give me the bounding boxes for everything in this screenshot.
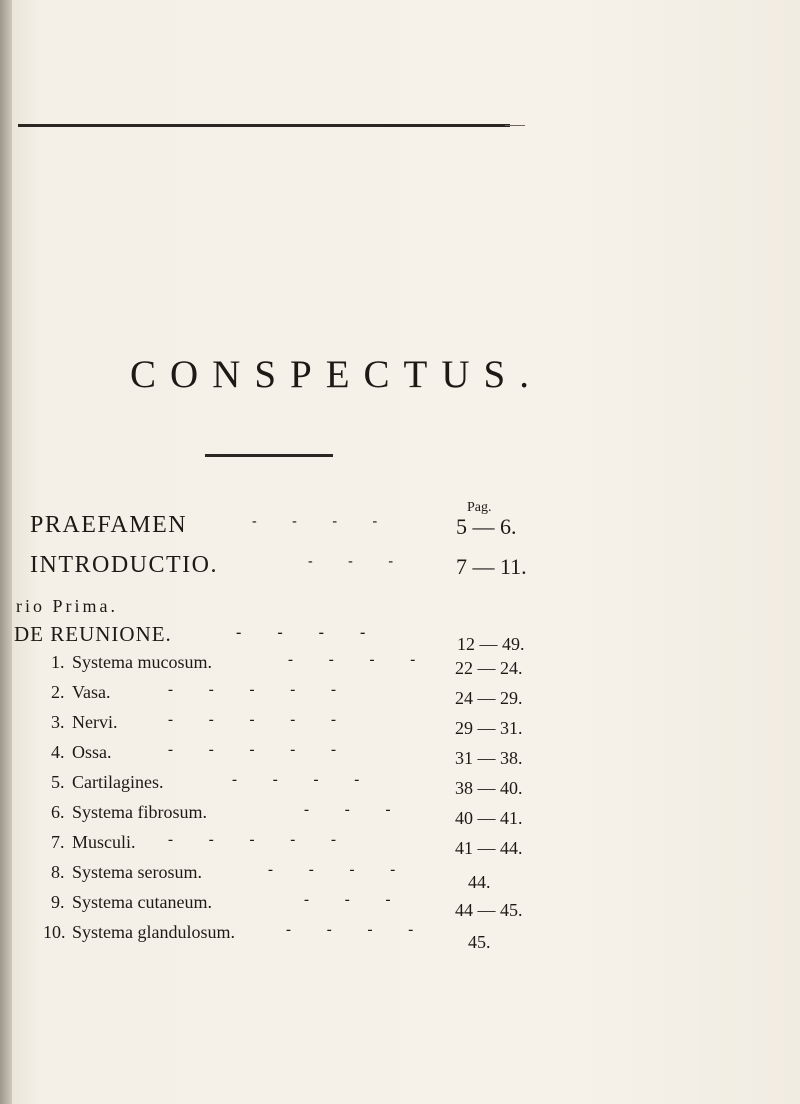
entry-number: 6. <box>51 802 65 822</box>
leader-dots: - - - <box>304 802 407 818</box>
toc-subentry <box>0 922 800 956</box>
entry-label: Vasa. <box>72 682 111 702</box>
entry-pages: 41 — 44. <box>455 838 523 858</box>
top-rule-tail <box>505 125 525 126</box>
toc-entry-praefamen <box>0 512 800 546</box>
entry-pages: 44. <box>468 872 491 892</box>
toc-subentry <box>0 682 800 716</box>
leader-dots: - - - - - <box>168 712 352 728</box>
entry-pages: 7 — 11. <box>456 554 527 579</box>
leader-dots: - - - - <box>232 772 376 788</box>
leader-dots: - - - - <box>288 652 432 668</box>
entry-number: 4. <box>51 742 65 762</box>
toc-entry-introductio <box>0 552 800 586</box>
leader-dots: - - - - <box>268 862 412 878</box>
entry-pages: 29 — 31. <box>455 718 523 738</box>
leader-dots: - - - - <box>286 922 430 938</box>
entry-number: 2. <box>51 682 65 702</box>
entry-label: Ossa. <box>72 742 112 762</box>
toc-subentry <box>0 862 800 896</box>
entry-number: 5. <box>51 772 65 792</box>
entry-label: Cartilagines. <box>72 772 164 792</box>
toc-subentry <box>0 772 800 806</box>
entry-label: PRAEFAMEN <box>30 512 188 538</box>
leader-dots: - - - <box>308 554 409 569</box>
entry-number: 8. <box>51 862 65 882</box>
leader-dots: - - - - <box>252 514 394 529</box>
entry-pages: 45. <box>468 932 491 952</box>
entry-label: Systema cutaneum. <box>72 892 212 912</box>
entry-label: Systema fibrosum. <box>72 802 207 822</box>
leader-dots: - - - - - <box>168 682 352 698</box>
leader-dots: - - - <box>304 892 407 908</box>
entry-pages: 5 — 6. <box>456 514 517 539</box>
entry-number: 9. <box>51 892 65 912</box>
entry-number: 10. <box>43 922 66 942</box>
entry-pages: 44 — 45. <box>455 900 523 920</box>
page-title: CONSPECTUS. <box>130 353 543 396</box>
leader-dots: - - - - - <box>168 742 352 758</box>
entry-label: DE REUNIONE. <box>14 622 172 646</box>
entry-number: 3. <box>51 712 65 732</box>
entry-number: 7. <box>51 832 65 852</box>
entry-label: Systema mucosum. <box>72 652 212 672</box>
toc-subentry <box>0 652 800 686</box>
toc-entry-reunione <box>0 622 800 656</box>
leader-dots: - - - - - <box>168 832 352 848</box>
toc-subentry <box>0 832 800 866</box>
page-column-label: Pag. <box>467 500 492 515</box>
title-rule <box>205 454 333 457</box>
toc-subentry <box>0 892 800 926</box>
top-rule <box>18 124 510 127</box>
entry-pages: 40 — 41. <box>455 808 523 828</box>
entry-number: 1. <box>51 652 65 672</box>
leader-dots: - - - - <box>236 624 382 641</box>
entry-label: Systema glandulosum. <box>72 922 235 942</box>
toc-subentry <box>0 742 800 776</box>
toc-subentry <box>0 712 800 746</box>
entry-label: Systema serosum. <box>72 862 202 882</box>
entry-pages: 38 — 40. <box>455 778 523 798</box>
entry-pages: 31 — 38. <box>455 748 523 768</box>
toc-subentry <box>0 802 800 836</box>
entry-label: INTRODUCTIO. <box>30 552 218 578</box>
section-heading: rio Prima. <box>16 596 118 616</box>
entry-label: Musculi. <box>72 832 136 852</box>
entry-pages: 24 — 29. <box>455 688 523 708</box>
entry-label: Nervi. <box>72 712 118 732</box>
entry-pages: 12 — 49. <box>457 634 525 654</box>
entry-pages: 22 — 24. <box>455 658 523 678</box>
